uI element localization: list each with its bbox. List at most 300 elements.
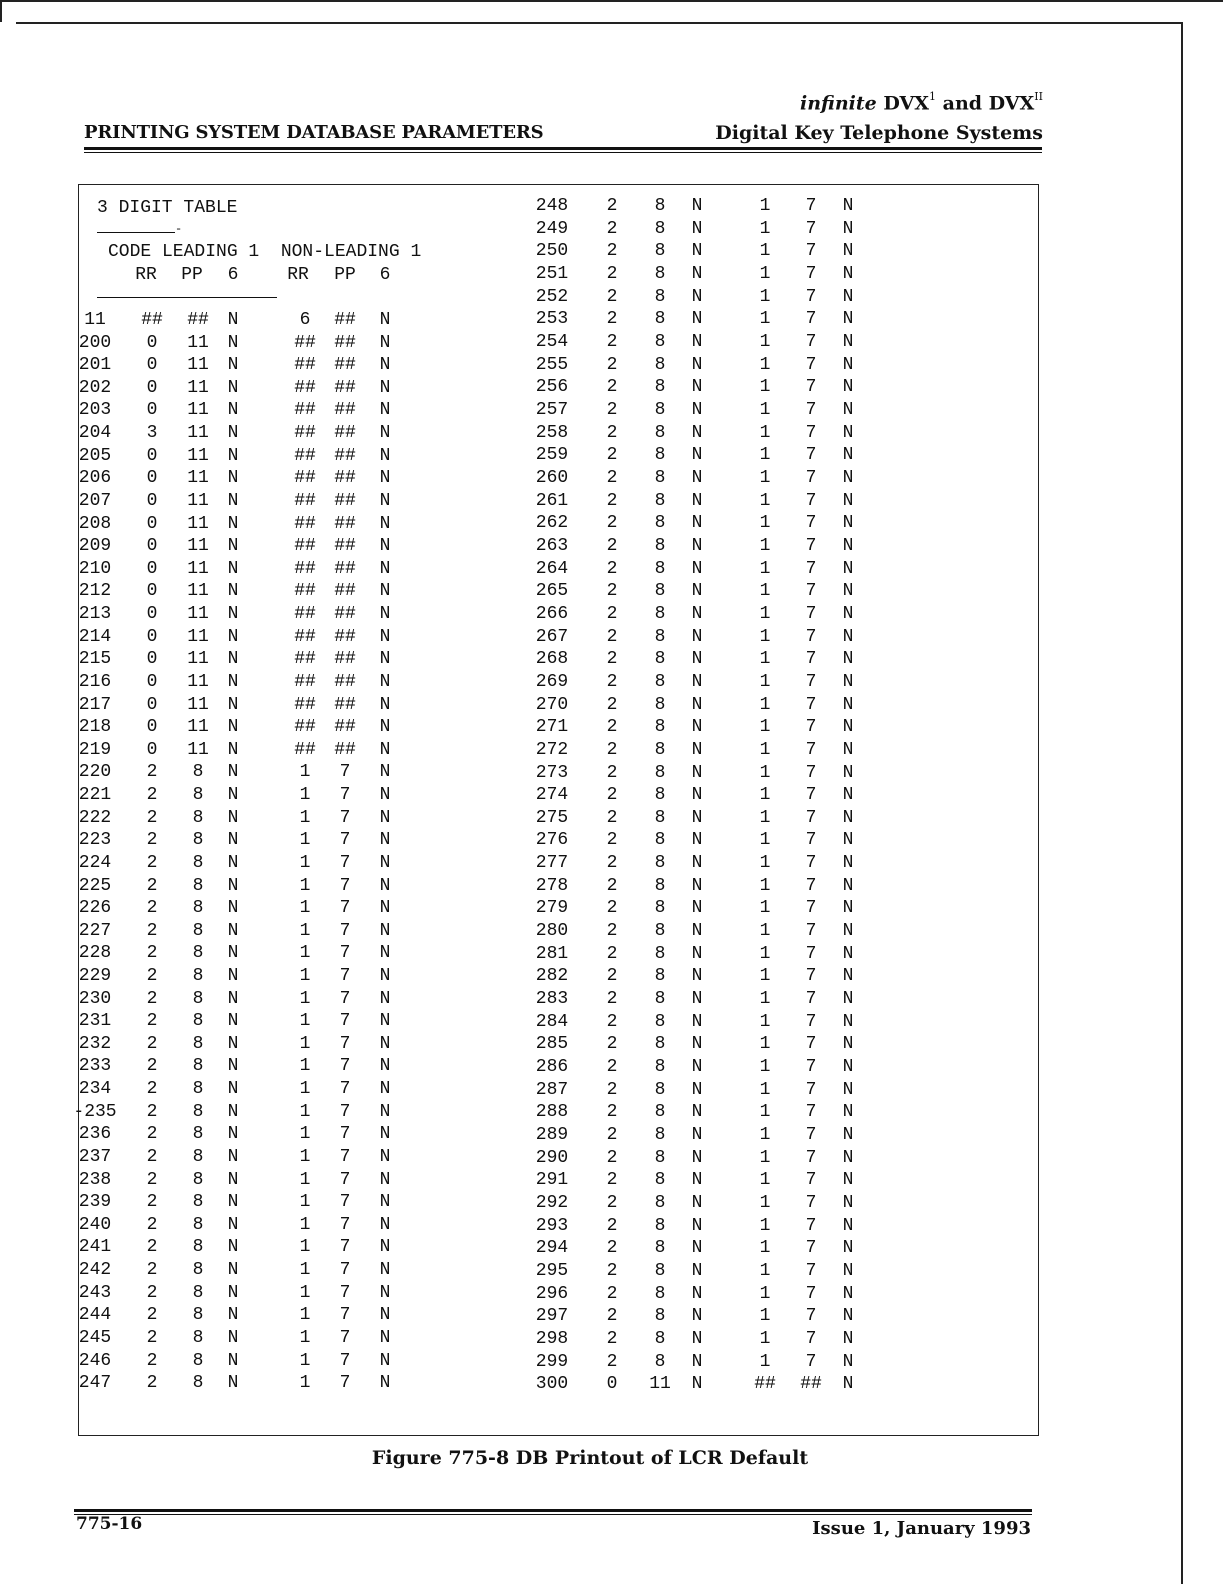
cell-rr-nonleading: 1 bbox=[759, 1306, 771, 1327]
cell-rr-leading: 2 bbox=[606, 196, 618, 216]
cell-code: 243 bbox=[78, 1282, 112, 1303]
cell-pp-leading: 11 bbox=[187, 739, 209, 760]
cell-code: 247 bbox=[78, 1373, 112, 1394]
cell-six-leading: N bbox=[691, 807, 703, 828]
cell-pp-nonleading: 7 bbox=[805, 785, 817, 806]
cell-pp-leading: 8 bbox=[654, 1057, 666, 1078]
cell-six-nonleading: N bbox=[842, 377, 854, 398]
issue-date: Issue 1, January 1993 bbox=[812, 1518, 1031, 1539]
cell-six-nonleading: N bbox=[842, 467, 854, 488]
cell-rr-leading: 0 bbox=[146, 332, 158, 353]
cell-pp-leading: 8 bbox=[192, 830, 204, 851]
cell-pp-nonleading: 7 bbox=[805, 1079, 817, 1100]
cell-code: 270 bbox=[535, 694, 569, 715]
cell-rr-leading: 2 bbox=[146, 965, 158, 986]
cell-pp-leading: 11 bbox=[187, 649, 209, 670]
cell-six-nonleading: N bbox=[842, 1351, 854, 1372]
cell-rr-nonleading: 1 bbox=[299, 1282, 311, 1303]
cell-rr-nonleading: ## bbox=[294, 694, 316, 715]
cell-rr-leading: 2 bbox=[606, 513, 618, 534]
cell-pp-leading: 8 bbox=[654, 581, 666, 602]
cell-six-leading: N bbox=[691, 1306, 703, 1327]
cell-pp-nonleading: 7 bbox=[805, 1283, 817, 1304]
cell-pp-nonleading: 7 bbox=[805, 603, 817, 624]
section-title: PRINTING SYSTEM DATABASE PARAMETERS bbox=[84, 122, 544, 143]
cell-six-nonleading: N bbox=[842, 581, 854, 602]
footer-rule-thin bbox=[74, 1514, 1032, 1515]
product-title bbox=[800, 92, 1043, 114]
cell-pp-leading: 8 bbox=[192, 762, 204, 783]
cell-pp-leading: 8 bbox=[192, 1214, 204, 1235]
cell-six-leading: N bbox=[691, 762, 703, 783]
cell-six-leading: N bbox=[691, 1034, 703, 1055]
cell-six-leading: N bbox=[227, 649, 239, 670]
cell-rr-leading: 2 bbox=[606, 1057, 618, 1078]
cell-pp-nonleading: ## bbox=[334, 558, 356, 579]
cell-pp-nonleading: 7 bbox=[805, 331, 817, 352]
cell-rr-nonleading: 1 bbox=[299, 1350, 311, 1371]
sub-header-pp-nonleading: PP bbox=[334, 265, 356, 285]
product-dvx2: and DVX bbox=[942, 92, 1035, 115]
cell-six-leading: N bbox=[227, 423, 239, 444]
cell-pp-leading: 8 bbox=[654, 785, 666, 806]
cell-pp-leading: 8 bbox=[654, 1261, 666, 1282]
cell-pp-nonleading: 7 bbox=[805, 1011, 817, 1032]
cell-rr-nonleading: 1 bbox=[299, 1214, 311, 1235]
cell-code: 298 bbox=[535, 1329, 569, 1349]
cell-code: 222 bbox=[78, 807, 112, 828]
cell-six-nonleading: N bbox=[379, 626, 391, 647]
cell-rr-nonleading: 1 bbox=[759, 739, 771, 760]
cell-pp-leading: 8 bbox=[654, 1147, 666, 1168]
cell-pp-leading: 8 bbox=[192, 1373, 204, 1394]
cell-pp-nonleading: ## bbox=[334, 445, 356, 466]
cell-six-leading: N bbox=[227, 739, 239, 760]
cell-pp-nonleading: 7 bbox=[805, 1238, 817, 1259]
cell-rr-nonleading: 1 bbox=[759, 1193, 771, 1214]
cell-pp-nonleading: 7 bbox=[339, 1079, 351, 1100]
cell-pp-nonleading: 7 bbox=[805, 535, 817, 556]
cell-rr-leading: 2 bbox=[606, 581, 618, 602]
cell-code: 281 bbox=[535, 943, 569, 964]
cell-rr-nonleading: 1 bbox=[759, 875, 771, 896]
cell-pp-leading: 8 bbox=[192, 1079, 204, 1100]
cell-pp-nonleading: 7 bbox=[339, 1011, 351, 1032]
cell-six-nonleading: N bbox=[379, 785, 391, 806]
cell-six-nonleading: N bbox=[379, 1169, 391, 1190]
cell-code: 272 bbox=[535, 739, 569, 760]
cell-code: 297 bbox=[535, 1306, 569, 1327]
cell-code: 253 bbox=[535, 309, 569, 330]
cell-pp-nonleading: 7 bbox=[339, 762, 351, 783]
cell-six-nonleading: N bbox=[842, 241, 854, 262]
frame-top-edge bbox=[0, 0, 1223, 2]
cell-code: 261 bbox=[535, 490, 569, 511]
cell-six-nonleading: N bbox=[842, 1215, 854, 1236]
frame-left-edge bbox=[0, 0, 2, 22]
cell-rr-nonleading: 1 bbox=[759, 286, 771, 307]
cell-six-nonleading: N bbox=[842, 1147, 854, 1168]
cell-code: 289 bbox=[535, 1125, 569, 1146]
cell-six-nonleading: N bbox=[842, 898, 854, 919]
cell-pp-nonleading: 7 bbox=[805, 1215, 817, 1236]
cell-rr-nonleading: ## bbox=[294, 332, 316, 353]
cell-rr-leading: 2 bbox=[606, 1125, 618, 1146]
cell-pp-leading: 11 bbox=[187, 626, 209, 647]
cell-six-leading: N bbox=[227, 1350, 239, 1371]
cell-six-nonleading: N bbox=[842, 671, 854, 692]
cell-six-leading: N bbox=[227, 875, 239, 896]
cell-code: 294 bbox=[535, 1238, 569, 1259]
cell-pp-nonleading: 7 bbox=[805, 558, 817, 579]
cell-rr-nonleading: 1 bbox=[759, 898, 771, 919]
cell-pp-nonleading: ## bbox=[334, 310, 356, 330]
cell-rr-leading: 2 bbox=[606, 966, 618, 987]
cell-six-leading: N bbox=[691, 1057, 703, 1078]
cell-six-nonleading: N bbox=[379, 1260, 391, 1281]
cell-pp-leading: 8 bbox=[654, 1079, 666, 1100]
cell-six-nonleading: N bbox=[842, 603, 854, 624]
cell-pp-leading: 8 bbox=[654, 354, 666, 375]
cell-code: 229 bbox=[78, 965, 112, 986]
cell-six-nonleading: N bbox=[379, 875, 391, 896]
cell-rr-leading: 2 bbox=[606, 1306, 618, 1327]
cell-pp-nonleading: 7 bbox=[339, 1373, 351, 1394]
cell-code: 202 bbox=[78, 377, 112, 398]
cell-six-leading: N bbox=[227, 898, 239, 919]
cell-rr-nonleading: 1 bbox=[759, 762, 771, 783]
cell-six-leading: N bbox=[227, 581, 239, 602]
sub-header-six-nonleading: 6 bbox=[379, 265, 391, 285]
cell-pp-nonleading: 7 bbox=[339, 1237, 351, 1258]
cell-pp-leading: 8 bbox=[654, 943, 666, 964]
cell-rr-nonleading: ## bbox=[294, 717, 316, 738]
cell-rr-leading: 2 bbox=[606, 535, 618, 556]
cell-code: 295 bbox=[535, 1261, 569, 1282]
cell-rr-leading: 2 bbox=[606, 422, 618, 443]
cell-rr-nonleading: 1 bbox=[759, 1079, 771, 1100]
cell-pp-leading: 8 bbox=[192, 1169, 204, 1190]
cell-rr-nonleading: 1 bbox=[759, 649, 771, 670]
cell-six-leading: N bbox=[691, 1102, 703, 1123]
cell-six-leading: N bbox=[227, 920, 239, 941]
cell-rr-nonleading: 1 bbox=[759, 1215, 771, 1236]
cell-code: 209 bbox=[78, 536, 112, 557]
cell-rr-leading: 2 bbox=[606, 671, 618, 692]
cell-rr-nonleading: 1 bbox=[759, 1034, 771, 1055]
cell-six-leading: N bbox=[227, 830, 239, 851]
cell-pp-leading: 8 bbox=[654, 422, 666, 443]
cell-code: 217 bbox=[78, 694, 112, 715]
cell-six-nonleading: N bbox=[379, 1146, 391, 1167]
cell-pp-leading: 11 bbox=[187, 400, 209, 421]
cell-rr-leading: 2 bbox=[146, 1192, 158, 1213]
cell-six-leading: N bbox=[227, 1124, 239, 1145]
cell-rr-nonleading: 1 bbox=[759, 853, 771, 874]
cell-rr-leading: 2 bbox=[146, 1373, 158, 1394]
cell-rr-nonleading: 1 bbox=[759, 1238, 771, 1259]
cell-six-leading: N bbox=[227, 1169, 239, 1190]
cell-rr-leading: 0 bbox=[146, 671, 158, 692]
cell-six-nonleading: N bbox=[379, 920, 391, 941]
cell-rr-nonleading: 1 bbox=[299, 762, 311, 783]
cell-six-leading: N bbox=[227, 1305, 239, 1326]
cell-code: 271 bbox=[535, 717, 569, 738]
cell-code: 208 bbox=[78, 513, 112, 534]
cell-six-nonleading: N bbox=[379, 898, 391, 919]
cell-pp-nonleading: ## bbox=[334, 604, 356, 625]
cell-rr-nonleading: 1 bbox=[299, 1327, 311, 1348]
cell-rr-leading: 2 bbox=[606, 1193, 618, 1214]
cell-pp-leading: ## bbox=[187, 310, 209, 330]
cell-pp-leading: 8 bbox=[654, 445, 666, 466]
cell-rr-leading: 2 bbox=[606, 694, 618, 715]
cell-pp-nonleading: 7 bbox=[805, 377, 817, 398]
cell-six-nonleading: N bbox=[842, 649, 854, 670]
cell-pp-leading: 8 bbox=[654, 377, 666, 398]
cell-pp-leading: 11 bbox=[187, 513, 209, 534]
cell-code: 226 bbox=[78, 898, 112, 919]
cell-six-nonleading: N bbox=[842, 943, 854, 964]
cell-six-leading: N bbox=[227, 1146, 239, 1167]
cell-rr-leading: 2 bbox=[606, 1351, 618, 1372]
cell-rr-leading: 2 bbox=[606, 286, 618, 307]
cell-rr-leading: 2 bbox=[606, 331, 618, 352]
cell-rr-nonleading: ## bbox=[294, 400, 316, 421]
cell-six-nonleading: N bbox=[842, 853, 854, 874]
cell-code: 206 bbox=[78, 468, 112, 489]
cell-rr-leading: 2 bbox=[146, 1305, 158, 1326]
cell-pp-nonleading: 7 bbox=[805, 626, 817, 647]
cell-six-nonleading: N bbox=[842, 286, 854, 307]
cell-code: 230 bbox=[78, 988, 112, 1009]
cell-rr-leading: 0 bbox=[146, 604, 158, 625]
cell-six-leading: N bbox=[227, 1327, 239, 1348]
cell-six-nonleading: N bbox=[842, 739, 854, 760]
cell-pp-leading: 11 bbox=[187, 558, 209, 579]
cell-pp-nonleading: 7 bbox=[339, 1305, 351, 1326]
cell-pp-nonleading: 7 bbox=[805, 309, 817, 330]
cell-pp-nonleading: 7 bbox=[339, 1033, 351, 1054]
product-subtitle: Digital Key Telephone Systems bbox=[715, 122, 1043, 144]
cell-rr-leading: 2 bbox=[606, 218, 618, 239]
cell-six-nonleading: N bbox=[842, 1057, 854, 1078]
cell-rr-nonleading: 1 bbox=[759, 1011, 771, 1032]
cell-rr-leading: ## bbox=[141, 310, 163, 330]
cell-six-leading: N bbox=[691, 717, 703, 738]
cell-code: 213 bbox=[78, 604, 112, 625]
cell-rr-nonleading: 1 bbox=[299, 1373, 311, 1394]
cell-rr-leading: 2 bbox=[146, 1260, 158, 1281]
cell-rr-leading: 0 bbox=[146, 377, 158, 398]
cell-pp-nonleading: ## bbox=[334, 671, 356, 692]
cell-pp-nonleading: 7 bbox=[339, 830, 351, 851]
cell-pp-leading: 11 bbox=[187, 468, 209, 489]
cell-six-leading: N bbox=[691, 467, 703, 488]
cell-pp-nonleading: ## bbox=[800, 1374, 822, 1395]
cell-pp-leading: 8 bbox=[654, 1329, 666, 1349]
cell-rr-nonleading: 1 bbox=[759, 717, 771, 738]
cell-six-nonleading: N bbox=[842, 626, 854, 647]
cell-pp-leading: 8 bbox=[654, 467, 666, 488]
cell-rr-nonleading: 1 bbox=[759, 966, 771, 987]
cell-rr-nonleading: ## bbox=[294, 468, 316, 489]
cell-pp-nonleading: 7 bbox=[805, 399, 817, 420]
cell-code: 284 bbox=[535, 1011, 569, 1032]
cell-pp-nonleading: 7 bbox=[805, 966, 817, 987]
cell-pp-leading: 8 bbox=[654, 513, 666, 534]
cell-six-leading: N bbox=[691, 196, 703, 216]
cell-six-nonleading: N bbox=[842, 785, 854, 806]
cell-six-leading: N bbox=[227, 310, 239, 330]
cell-code: 300 bbox=[535, 1374, 569, 1395]
cell-six-leading: N bbox=[691, 535, 703, 556]
cell-rr-leading: 2 bbox=[606, 558, 618, 579]
cell-six-leading: N bbox=[691, 218, 703, 239]
cell-rr-nonleading: 1 bbox=[759, 1057, 771, 1078]
cell-rr-nonleading: 1 bbox=[759, 467, 771, 488]
cell-pp-nonleading: 7 bbox=[805, 286, 817, 307]
cell-code: 232 bbox=[78, 1033, 112, 1054]
cell-pp-nonleading: 7 bbox=[805, 422, 817, 443]
cell-code: 225 bbox=[78, 875, 112, 896]
cell-rr-nonleading: 1 bbox=[759, 807, 771, 828]
column-group-header: CODE LEADING 1 NON-LEADING 1 bbox=[108, 242, 422, 262]
cell-pp-leading: 8 bbox=[654, 921, 666, 942]
cell-pp-nonleading: 7 bbox=[339, 785, 351, 806]
cell-rr-leading: 2 bbox=[146, 1350, 158, 1371]
cell-six-leading: N bbox=[227, 694, 239, 715]
cell-pp-nonleading: ## bbox=[334, 355, 356, 376]
cell-six-leading: N bbox=[227, 1282, 239, 1303]
cell-six-nonleading: N bbox=[842, 1102, 854, 1123]
cell-six-nonleading: N bbox=[379, 558, 391, 579]
cell-pp-nonleading: 7 bbox=[339, 920, 351, 941]
cell-rr-leading: 0 bbox=[146, 468, 158, 489]
cell-rr-leading: 2 bbox=[606, 1261, 618, 1282]
cell-six-nonleading: N bbox=[842, 1283, 854, 1304]
cell-six-leading: N bbox=[691, 1329, 703, 1349]
cell-code: 239 bbox=[78, 1192, 112, 1213]
cell-six-nonleading: N bbox=[379, 1214, 391, 1235]
cell-six-nonleading: N bbox=[379, 739, 391, 760]
cell-rr-nonleading: 1 bbox=[299, 785, 311, 806]
cell-pp-nonleading: 7 bbox=[339, 1056, 351, 1077]
cell-six-nonleading: N bbox=[842, 921, 854, 942]
cell-rr-leading: 2 bbox=[606, 445, 618, 466]
cell-six-leading: N bbox=[691, 1079, 703, 1100]
cell-rr-leading: 2 bbox=[606, 921, 618, 942]
cell-code: 278 bbox=[535, 875, 569, 896]
cell-six-nonleading: N bbox=[379, 965, 391, 986]
cell-rr-nonleading: ## bbox=[294, 671, 316, 692]
cell-pp-leading: 8 bbox=[654, 286, 666, 307]
cell-pp-nonleading: 7 bbox=[805, 1306, 817, 1327]
figure-caption: Figure 775-8 DB Printout of LCR Default bbox=[371, 1447, 809, 1469]
cell-rr-leading: 2 bbox=[606, 603, 618, 624]
cell-six-leading: N bbox=[227, 785, 239, 806]
cell-six-nonleading: N bbox=[842, 966, 854, 987]
cell-code: 246 bbox=[78, 1350, 112, 1371]
cell-rr-nonleading: 1 bbox=[759, 331, 771, 352]
cell-pp-leading: 8 bbox=[654, 1351, 666, 1372]
cell-pp-leading: 8 bbox=[192, 898, 204, 919]
cell-pp-leading: 8 bbox=[192, 1011, 204, 1032]
cell-rr-leading: 0 bbox=[146, 400, 158, 421]
cell-six-nonleading: N bbox=[379, 1124, 391, 1145]
cell-six-leading: N bbox=[691, 263, 703, 284]
footer-rule-thick bbox=[74, 1509, 1032, 1512]
cell-rr-leading: 0 bbox=[146, 717, 158, 738]
cell-rr-leading: 0 bbox=[146, 581, 158, 602]
cell-rr-nonleading: 1 bbox=[759, 1329, 771, 1349]
cell-code: 254 bbox=[535, 331, 569, 352]
cell-pp-leading: 8 bbox=[654, 739, 666, 760]
cell-rr-leading: 3 bbox=[146, 423, 158, 444]
cell-six-leading: N bbox=[227, 490, 239, 511]
cell-six-leading: N bbox=[691, 1261, 703, 1282]
cell-code: 293 bbox=[535, 1215, 569, 1236]
cell-pp-nonleading: 7 bbox=[805, 853, 817, 874]
cell-six-nonleading: N bbox=[379, 377, 391, 398]
header-rule-thin bbox=[84, 152, 1042, 153]
cell-six-leading: N bbox=[691, 1147, 703, 1168]
title-dash-mark: - bbox=[175, 222, 183, 236]
cell-six-nonleading: N bbox=[842, 1034, 854, 1055]
cell-code: 292 bbox=[535, 1193, 569, 1214]
cell-rr-nonleading: 1 bbox=[759, 241, 771, 262]
sub-header-rr-nonleading: RR bbox=[287, 265, 309, 285]
cell-code: 277 bbox=[535, 853, 569, 874]
cell-code: 218 bbox=[78, 717, 112, 738]
cell-pp-nonleading: ## bbox=[334, 332, 356, 353]
cell-six-leading: N bbox=[691, 422, 703, 443]
cell-pp-leading: 11 bbox=[187, 332, 209, 353]
cell-rr-nonleading: 1 bbox=[299, 875, 311, 896]
cell-rr-nonleading: 1 bbox=[759, 921, 771, 942]
cell-rr-nonleading: 1 bbox=[759, 671, 771, 692]
cell-code: 251 bbox=[535, 263, 569, 284]
cell-rr-nonleading: 1 bbox=[299, 1169, 311, 1190]
cell-rr-nonleading: 1 bbox=[759, 1170, 771, 1191]
cell-rr-nonleading: ## bbox=[294, 445, 316, 466]
cell-rr-nonleading: 1 bbox=[299, 988, 311, 1009]
cell-six-leading: N bbox=[691, 1283, 703, 1304]
cell-six-nonleading: N bbox=[379, 1101, 391, 1122]
cell-pp-nonleading: ## bbox=[334, 468, 356, 489]
cell-six-leading: N bbox=[227, 852, 239, 873]
cell-code: 216 bbox=[78, 671, 112, 692]
cell-code: 223 bbox=[78, 830, 112, 851]
cell-pp-leading: 8 bbox=[654, 535, 666, 556]
cell-code: 244 bbox=[78, 1305, 112, 1326]
cell-six-leading: N bbox=[691, 1011, 703, 1032]
cell-rr-nonleading: 1 bbox=[759, 263, 771, 284]
cell-rr-leading: 2 bbox=[606, 717, 618, 738]
product-sup-2: II bbox=[1034, 90, 1043, 103]
cell-rr-nonleading: 1 bbox=[299, 1079, 311, 1100]
cell-pp-leading: 11 bbox=[187, 671, 209, 692]
cell-six-nonleading: N bbox=[842, 830, 854, 851]
cell-code: 241 bbox=[78, 1237, 112, 1258]
cell-pp-nonleading: 7 bbox=[805, 807, 817, 828]
sub-header-rr-leading: RR bbox=[135, 265, 157, 285]
cell-rr-nonleading: ## bbox=[294, 536, 316, 557]
cell-code: 258 bbox=[535, 422, 569, 443]
cell-code: 286 bbox=[535, 1057, 569, 1078]
cell-six-leading: N bbox=[691, 286, 703, 307]
cell-six-leading: N bbox=[691, 830, 703, 851]
